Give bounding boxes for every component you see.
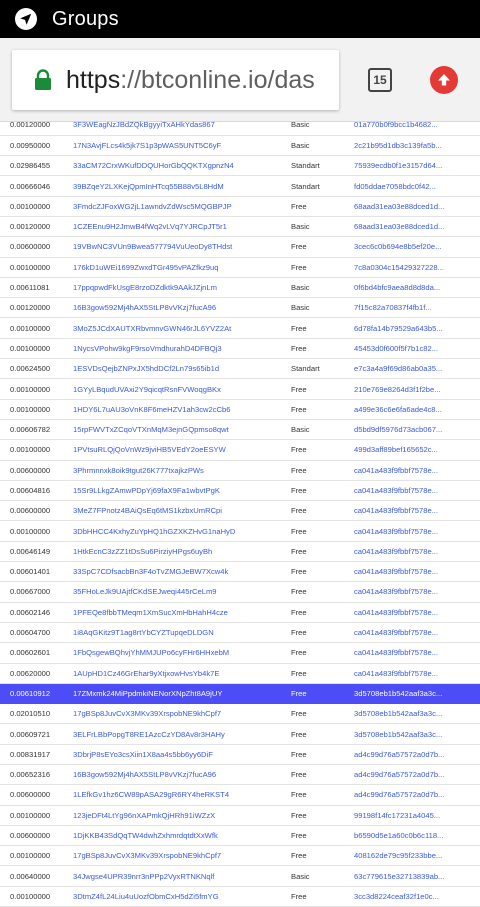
- tx-hash-link[interactable]: 499d3aff89bef165652c...: [354, 440, 480, 460]
- plan-type-cell: Free: [291, 237, 354, 257]
- tx-hash-link[interactable]: ad4c99d76a57572a0d7b...: [354, 744, 480, 764]
- tx-hash-link[interactable]: 99198f14fc17231a4045...: [354, 805, 480, 825]
- amount-cell: 0.02010510: [0, 704, 73, 724]
- groups-table-container[interactable]: [0, 115, 480, 901]
- address-link[interactable]: 1HDY6L7uAU3oVnK8F6meHZV1ah3cw2cCb6: [73, 399, 291, 419]
- amount-cell: 0.00100000: [0, 318, 73, 338]
- tx-hash-link[interactable]: ad4c99d76a57572a0d7b...: [354, 785, 480, 805]
- plan-type-cell: Free: [291, 379, 354, 399]
- tx-hash-link[interactable]: 2c21b95d1db3c139fa5b...: [354, 135, 480, 155]
- tx-hash-link[interactable]: ca041a483f9fbbf7578e...: [354, 622, 480, 642]
- address-link[interactable]: 1AUpHD1Cz46GrEhar9yXtjxowHvsYb4k7E: [73, 663, 291, 683]
- amount-cell: 0.00100000: [0, 196, 73, 216]
- tx-hash-link[interactable]: b6590d5e1a60c0b6c118...: [354, 825, 480, 845]
- plan-type-cell: Free: [291, 805, 354, 825]
- address-link[interactable]: 1NycsVPohw9kgF9rsoVmdhurahD4DFBQj3: [73, 338, 291, 358]
- title-bar: [0, 0, 480, 38]
- address-link[interactable]: 3DbHHCC4KxhyZuYpHQ1hGZXKZHvG1naHyD: [73, 521, 291, 541]
- tx-hash-link[interactable]: e7c3a4a9f69d86ab0a35...: [354, 359, 480, 379]
- tx-hash-link[interactable]: 6d78fa14b79529a643b5...: [354, 318, 480, 338]
- address-link[interactable]: 3F3WEagNzJBdZQkBgyyiTxAHkYdas867: [73, 115, 291, 135]
- address-link[interactable]: 39BZqeY2LXKejQpmInHTcq55B88v5L8HdM: [73, 176, 291, 196]
- app-title: Groups: [52, 7, 119, 30]
- amount-cell: 0.00120000: [0, 216, 73, 236]
- address-link[interactable]: 3DtmZ4fL24Liu4uUozfObmCxH5dZi5fmYG: [73, 886, 291, 906]
- amount-cell: 0.00100000: [0, 886, 73, 906]
- tx-hash-link[interactable]: fd05ddae7058bdc0f42...: [354, 176, 480, 196]
- tx-hash-link[interactable]: ca041a483f9fbbf7578e...: [354, 541, 480, 561]
- table-row[interactable]: [0, 176, 480, 196]
- amount-cell: 0.00600000: [0, 825, 73, 845]
- table-row[interactable]: [0, 359, 480, 379]
- tx-hash-link[interactable]: ca041a483f9fbbf7578e...: [354, 501, 480, 521]
- amount-cell: 0.00950000: [0, 135, 73, 155]
- amount-cell: 0.00100000: [0, 399, 73, 419]
- address-link[interactable]: 1ESVDsQejbZNPxJX5hdDCf2Ln79s65ib1d: [73, 359, 291, 379]
- table-row[interactable]: [0, 399, 480, 419]
- address-link[interactable]: 33aCM72CrxWKufDDQUHorGbQQKTXgpnzN4: [73, 156, 291, 176]
- plan-type-cell: Free: [291, 541, 354, 561]
- address-link[interactable]: 17gBSp8JuvCvX3MKv39XrspobNE9khCpf7: [73, 704, 291, 724]
- plan-type-cell: Free: [291, 724, 354, 744]
- tx-hash-link[interactable]: ca041a483f9fbbf7578e...: [354, 602, 480, 622]
- plan-type-cell: Free: [291, 399, 354, 419]
- address-link[interactable]: 123jeDFt4LtYg96nXAPmkQjHRh91iWZzX: [73, 805, 291, 825]
- address-link[interactable]: 1PVtsuRLQjQoVnWz9jviHB5VEdY2oeESYW: [73, 440, 291, 460]
- table-row[interactable]: [0, 765, 480, 785]
- plan-type-cell: Free: [291, 704, 354, 724]
- table-row[interactable]: [0, 602, 480, 622]
- plan-type-cell: Free: [291, 785, 354, 805]
- plan-type-cell: Standart: [291, 156, 354, 176]
- navigation-arrow-icon[interactable]: [14, 7, 38, 31]
- table-row[interactable]: [0, 825, 480, 845]
- address-link[interactable]: 3ELFrLBbPopgT8RE1AzcCzYD8Av8r3HAHy: [73, 724, 291, 744]
- plan-type-cell: Free: [291, 622, 354, 642]
- groups-table: [0, 115, 480, 907]
- tx-hash-link[interactable]: 3d5708eb1b542aaf3a3c...: [354, 683, 480, 703]
- amount-cell: 0.00600000: [0, 785, 73, 805]
- address-link[interactable]: 176kD1uWEi1699ZwxdTGr495vPAZfkz9uq: [73, 257, 291, 277]
- plan-type-cell: Free: [291, 501, 354, 521]
- table-row[interactable]: [0, 785, 480, 805]
- amount-cell: 0.00652316: [0, 765, 73, 785]
- amount-cell: 0.00611081: [0, 277, 73, 297]
- amount-cell: 0.00609721: [0, 724, 73, 744]
- tx-hash-link[interactable]: 0f6bd4bfc9aea8d8d8da...: [354, 277, 480, 297]
- table-row[interactable]: [0, 196, 480, 216]
- tx-hash-link[interactable]: 3cec6c0b694e8b5ef20e...: [354, 237, 480, 257]
- amount-cell: 0.00831917: [0, 744, 73, 764]
- table-row[interactable]: [0, 115, 480, 135]
- amount-cell: 0.00100000: [0, 521, 73, 541]
- tx-hash-link[interactable]: ca041a483f9fbbf7578e...: [354, 460, 480, 480]
- url-text: [66, 66, 315, 95]
- table-row[interactable]: [0, 338, 480, 358]
- table-row[interactable]: [0, 277, 480, 297]
- table-row[interactable]: [0, 886, 480, 906]
- tx-hash-link[interactable]: 63c779615e32713839ab...: [354, 866, 480, 886]
- amount-cell: 0.00624500: [0, 359, 73, 379]
- table-row[interactable]: [0, 156, 480, 176]
- table-row[interactable]: [0, 622, 480, 642]
- address-link[interactable]: 3Phrmnnxk8oik9tgut26K777txajkzPWs: [73, 460, 291, 480]
- address-link[interactable]: 16B3gow592Mj4hAX5StLP8vVKzj7fucA96: [73, 298, 291, 318]
- plan-type-cell: Free: [291, 440, 354, 460]
- amount-cell: 0.00100000: [0, 257, 73, 277]
- amount-cell: 0.00620000: [0, 663, 73, 683]
- plan-type-cell: Free: [291, 582, 354, 602]
- plan-type-cell: Free: [291, 683, 354, 703]
- amount-cell: 0.00120000: [0, 298, 73, 318]
- amount-cell: 0.02986455: [0, 156, 73, 176]
- table-row[interactable]: [0, 237, 480, 257]
- tx-hash-link[interactable]: ca041a483f9fbbf7578e...: [354, 643, 480, 663]
- plan-type-cell: Basic: [291, 115, 354, 135]
- table-row[interactable]: [0, 440, 480, 460]
- tx-hash-link[interactable]: 3d5708eb1b542aaf3a3c...: [354, 704, 480, 724]
- amount-cell: 0.00600000: [0, 237, 73, 257]
- table-row[interactable]: [0, 460, 480, 480]
- tx-hash-link[interactable]: 7c8a0304c15429327228...: [354, 257, 480, 277]
- table-row[interactable]: [0, 318, 480, 338]
- tx-hash-link[interactable]: 7f15c82a70837f4fb1f...: [354, 298, 480, 318]
- tx-hash-link[interactable]: ad4c99d76a57572a0d7b...: [354, 765, 480, 785]
- browser-toolbar: [0, 38, 480, 122]
- table-row[interactable]: [0, 866, 480, 886]
- amount-cell: 0.00100000: [0, 338, 73, 358]
- address-link[interactable]: 15Sr9LLkgZAmwPDpYj69faX9Fa1wbvtPgK: [73, 480, 291, 500]
- table-row[interactable]: [0, 135, 480, 155]
- tx-hash-link[interactable]: 45453d0f600f5f7b1c82...: [354, 338, 480, 358]
- plan-type-cell: Standart: [291, 359, 354, 379]
- amount-cell: 0.00602146: [0, 602, 73, 622]
- address-link[interactable]: 1GYyLBqudUVAxi2Y9qicqtRsnFVWoqgBKx: [73, 379, 291, 399]
- amount-cell: 0.00640000: [0, 866, 73, 886]
- amount-cell: 0.00600000: [0, 460, 73, 480]
- amount-cell: 0.00601401: [0, 562, 73, 582]
- amount-cell: 0.00100000: [0, 379, 73, 399]
- address-link[interactable]: 33SpC7CDfsacbBn3F4oTvZMGJeBW7Xcw4k: [73, 562, 291, 582]
- address-link[interactable]: 1FbQsgewBQhvjYhMMJUPo6cyFHr6HHxebM: [73, 643, 291, 663]
- tx-hash-link[interactable]: ca041a483f9fbbf7578e...: [354, 663, 480, 683]
- tx-hash-link[interactable]: 01a770b0f9bcc1b4682...: [354, 115, 480, 135]
- table-row[interactable]: [0, 419, 480, 439]
- address-link[interactable]: 3MoZ5JCdXAUTXRbvmnvGWN46rJL6YVZ2At: [73, 318, 291, 338]
- amount-cell: 0.00666046: [0, 176, 73, 196]
- tab-switcher-button[interactable]: [368, 68, 392, 92]
- tab-count: 15: [373, 73, 387, 87]
- table-row[interactable]: [0, 257, 480, 277]
- url-host: ://btconline.io/das: [120, 65, 315, 94]
- tx-hash-link[interactable]: 68aad31ea03e88dced1d...: [354, 216, 480, 236]
- plan-type-cell: Free: [291, 562, 354, 582]
- plan-type-cell: Free: [291, 643, 354, 663]
- amount-cell: 0.00100000: [0, 440, 73, 460]
- address-link[interactable]: 3MeZ7FPnotz4BAiQsEq6tMS1kzbxUmRCpi: [73, 501, 291, 521]
- amount-cell: 0.00667000: [0, 582, 73, 602]
- table-row[interactable]: [0, 521, 480, 541]
- table-row[interactable]: [0, 805, 480, 825]
- address-link[interactable]: 17ZMxmk24MiPpdmkiNENorXNpZht8A9jUY: [73, 683, 291, 703]
- plan-type-cell: Free: [291, 825, 354, 845]
- table-row[interactable]: [0, 704, 480, 724]
- upload-button[interactable]: [430, 66, 458, 94]
- amount-cell: 0.00604700: [0, 622, 73, 642]
- amount-cell: 0.00606782: [0, 419, 73, 439]
- plan-type-cell: Basic: [291, 866, 354, 886]
- amount-cell: 0.00100000: [0, 805, 73, 825]
- amount-cell: 0.00610912: [0, 683, 73, 703]
- address-link[interactable]: 19VBwNC3VUn9Bwea577794VuUeoDy8THdst: [73, 237, 291, 257]
- address-link[interactable]: 34Jwgse4UPR39nrr3nPPp2VyxRTNKNqlf: [73, 866, 291, 886]
- table-row[interactable]: [0, 379, 480, 399]
- groups-table-body: [0, 115, 480, 907]
- address-link[interactable]: 1LEfkGv1hz6CW89pASA29gR6RY4heRKST4: [73, 785, 291, 805]
- arrow-up-icon: [436, 72, 452, 88]
- address-link[interactable]: 3DbrjP8sEYo3csXiin1X8aa4s5bb6yy6DiF: [73, 744, 291, 764]
- amount-cell: 0.00646149: [0, 541, 73, 561]
- plan-type-cell: Free: [291, 521, 354, 541]
- table-row[interactable]: [0, 298, 480, 318]
- amount-cell: 0.00100000: [0, 846, 73, 866]
- table-row[interactable]: [0, 643, 480, 663]
- address-link[interactable]: 1CZEEnu9H2JmwB4fWq2vLVq7YJRCpJT5r1: [73, 216, 291, 236]
- tx-hash-link[interactable]: ca041a483f9fbbf7578e...: [354, 582, 480, 602]
- plan-type-cell: Free: [291, 480, 354, 500]
- plan-type-cell: Free: [291, 318, 354, 338]
- tx-hash-link[interactable]: 210e769e8264d3f1f2be...: [354, 379, 480, 399]
- plan-type-cell: Free: [291, 257, 354, 277]
- tx-hash-link[interactable]: a499e36c6e6fa6ade4c8...: [354, 399, 480, 419]
- table-row[interactable]: [0, 480, 480, 500]
- tx-hash-link[interactable]: ca041a483f9fbbf7578e...: [354, 521, 480, 541]
- address-link[interactable]: 16B3gow592Mj4hAX5StLP8vVKzj7fucA96: [73, 765, 291, 785]
- plan-type-cell: Basic: [291, 298, 354, 318]
- table-row[interactable]: [0, 582, 480, 602]
- amount-cell: 0.00600000: [0, 501, 73, 521]
- plan-type-cell: Basic: [291, 277, 354, 297]
- tx-hash-link[interactable]: 68aad31ea03e88dced1d...: [354, 196, 480, 216]
- plan-type-cell: Basic: [291, 216, 354, 236]
- amount-cell: 0.00604816: [0, 480, 73, 500]
- table-row[interactable]: [0, 846, 480, 866]
- plan-type-cell: Standart: [291, 176, 354, 196]
- address-link[interactable]: 15rpFWVTxZCqoVTXnMqM3ejnGQpmso8qwt: [73, 419, 291, 439]
- amount-cell: 0.00602601: [0, 643, 73, 663]
- amount-cell: 0.00120000: [0, 115, 73, 135]
- plan-type-cell: Free: [291, 765, 354, 785]
- address-link[interactable]: 1HtkEcnC3zZZ1tDsSu6PirziyHPgs6uyBh: [73, 541, 291, 561]
- table-row[interactable]: [0, 724, 480, 744]
- plan-type-cell: Basic: [291, 135, 354, 155]
- plan-type-cell: Free: [291, 338, 354, 358]
- plan-type-cell: Free: [291, 196, 354, 216]
- table-row[interactable]: [0, 216, 480, 236]
- address-link[interactable]: 17gBSp8JuvCvX3MKv39XrspobNE9khCpf7: [73, 846, 291, 866]
- tx-hash-link[interactable]: 3cc3d8224ceaf32f1e0c...: [354, 886, 480, 906]
- address-link[interactable]: 17ppqpwdFkUsgE8rzoDZdktk9AAkJZjnLm: [73, 277, 291, 297]
- address-link[interactable]: 3FmdcZJFoxWG2jL1awndvZdWsc5MQGBPJP: [73, 196, 291, 216]
- url-bar[interactable]: [12, 50, 339, 110]
- tx-hash-link[interactable]: ca041a483f9fbbf7578e...: [354, 562, 480, 582]
- tx-hash-link[interactable]: 408162de79c95f233bbe...: [354, 846, 480, 866]
- tx-hash-link[interactable]: ca041a483f9fbbf7578e...: [354, 480, 480, 500]
- table-row[interactable]: [0, 663, 480, 683]
- tx-hash-link[interactable]: 75939ecdb0f1e3157d64...: [354, 156, 480, 176]
- table-row[interactable]: [0, 501, 480, 521]
- address-link[interactable]: 35FHoLeJk9UAjtfCKdSEJweqi445rCeLm9: [73, 582, 291, 602]
- plan-type-cell: Free: [291, 602, 354, 622]
- address-link[interactable]: 17N3AvjFLcs4k5jk7S1p3pWAS5UNT5C6yF: [73, 135, 291, 155]
- plan-type-cell: Free: [291, 460, 354, 480]
- address-link[interactable]: 1i8AqGKitz9T1ag8rtYbCYZTupqeDLDGN: [73, 622, 291, 642]
- lock-icon: [34, 69, 52, 91]
- plan-type-cell: Basic: [291, 419, 354, 439]
- plan-type-cell: Free: [291, 744, 354, 764]
- plan-type-cell: Free: [291, 846, 354, 866]
- table-row[interactable]: [0, 541, 480, 561]
- address-link[interactable]: 1PFEQe8fbbTMeqm1XmSucXmHbHahH4cze: [73, 602, 291, 622]
- plan-type-cell: Free: [291, 663, 354, 683]
- table-row[interactable]: [0, 744, 480, 764]
- tx-hash-link[interactable]: d5bd9df5976d73acb067...: [354, 419, 480, 439]
- address-link[interactable]: 1DjKKB43SdQqTW4dwhZxhmrdqtdtXxWfk: [73, 825, 291, 845]
- table-row-selected[interactable]: [0, 683, 480, 703]
- plan-type-cell: Free: [291, 886, 354, 906]
- table-row[interactable]: [0, 562, 480, 582]
- url-scheme: https: [66, 65, 121, 94]
- tx-hash-link[interactable]: 3d5708eb1b542aaf3a3c...: [354, 724, 480, 744]
